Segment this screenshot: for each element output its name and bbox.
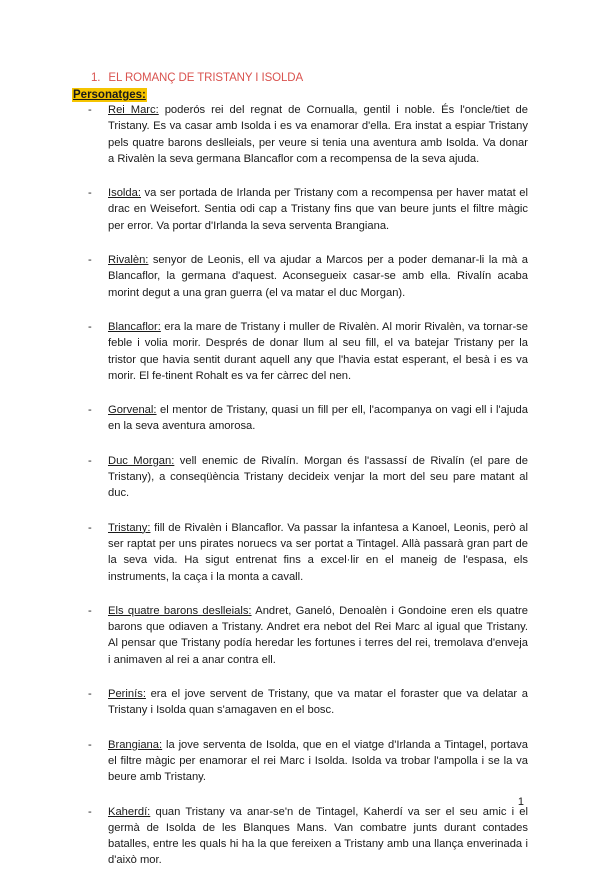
- bullet-dash: -: [88, 688, 92, 701]
- list-item: [88, 319, 528, 384]
- character-description: el mentor de Tristany, quasi un fill per ell, l'acompanya on vagi ell i l'ajuda en la seva aventura amorosa.: [108, 404, 528, 433]
- bullet-dash: -: [88, 254, 92, 267]
- character-description: quan Tristany va anar-se'n de Tintagel, Kaherdí va ser el seu amic i el germà de Isolda de les Blanques Mans. Van combatre junts durant contades batalles, entre les quals hi ha la que fereixen a Tristany amb una llança enverinada i d'això mor.: [108, 805, 528, 867]
- section-label: Personatges:: [73, 89, 146, 101]
- bullet-dash: -: [88, 521, 92, 534]
- bullet-dash: -: [88, 454, 92, 467]
- character-list: [88, 102, 528, 869]
- character-description: fill de Rivalèn i Blancaflor. Va passar la infantesa a Kanoel, Leonis, però al ser raptat per uns pirates noruecs va ser portat a Tintagel. Allà passarà gran part de la seva vida. Ha sigut entrenat fins a excel·lir en el maneig de l'espasa, els instruments, la caça i la monta a cavall.: [108, 521, 528, 583]
- character-description: era la mare de Tristany i muller de Rivalèn. Al morir Rivalèn, va tornar-se feble i volia morir. Després de donar llum al seu fill, el va batejar Tristany per la tristor que havia sentit durant aquell any que l'havia estat esperant, el besà i es va morir. El fe-tinent Rohalt es va fer càrrec del nen.: [108, 320, 528, 382]
- bullet-dash: -: [88, 104, 92, 116]
- character-name: Tristany:: [108, 521, 151, 534]
- page-number: 1: [517, 796, 524, 808]
- list-item: [88, 603, 528, 668]
- chapter-heading: [91, 72, 303, 84]
- character-name: Els quatre barons deslleials:: [108, 604, 252, 617]
- character-description: la jove serventa de Isolda, que en el viatge d'Irlanda a Tintagel, portava el filtre màgic per enamorar el rei Marc i Isolda. Isolda va trobar l'ampolla i se la va beure amb Tristany.: [108, 738, 528, 784]
- heading-number: 1.: [91, 72, 101, 84]
- character-name: Isolda:: [108, 187, 141, 200]
- character-name: Gorvenal:: [108, 404, 157, 417]
- list-item: [88, 520, 528, 585]
- character-name: Blancaflor:: [108, 320, 161, 333]
- list-item: [88, 686, 528, 719]
- list-item: [88, 102, 528, 167]
- bullet-dash: -: [88, 738, 92, 751]
- character-description: poderós rei del regnat de Cornualla, gentil i noble. És l'oncle/tiet de Tristany. Es va casar amb Isolda i es va enamorar d'ella. Era instat a espiar Tristany pels quatre barons deslleials, per veure si tenia una aventura amb Isolda. Va donar a Rivalèn la seva germana Blancaflor com a recompensa de la seva ajuda.: [108, 104, 528, 165]
- list-item: [88, 453, 528, 502]
- bullet-dash: -: [88, 320, 92, 333]
- character-name: Perinís:: [108, 688, 146, 701]
- character-name: Kaherdí:: [108, 805, 151, 818]
- list-item: [88, 252, 528, 301]
- character-name: Duc Morgan:: [108, 454, 175, 467]
- bullet-dash: -: [88, 404, 92, 417]
- character-description: Andret, Ganeló, Denoalèn i Gondoine eren els quatre barons que odiaven a Tristany. Andret era nebot del Rei Marc al igual que Tristany. Al pensar que Tristany podía heredar les fortunes i terres del rei, tremolava d'enveja i animaven al rei a anar contra ell.: [108, 604, 529, 666]
- bullet-dash: -: [88, 187, 92, 200]
- list-item: [88, 185, 528, 234]
- character-description: senyor de Leonis, ell va ajudar a Marcos per a poder demanar-li la mà a Blancaflor, la germana d'aquest. Aconsegueix casar-se amb ella. Rivalín acaba morint degut a una gran guerra (el va matar el duc Morgan).: [108, 254, 528, 299]
- bullet-dash: -: [88, 604, 92, 617]
- bullet-dash: -: [88, 805, 92, 818]
- character-name: Rivalèn:: [108, 254, 149, 267]
- character-name: Brangiana:: [108, 738, 163, 751]
- heading-title: EL ROMANÇ DE TRISTANY I ISOLDA: [108, 72, 304, 84]
- list-item: [88, 737, 528, 786]
- character-description: va ser portada de Irlanda per Tristany com a recompensa per haver matat el drac en Weisefort. Sentia odi cap a Tristany fins que van beure junts el filtre màgic per error. Va portar d'Irlanda la seva serventa Brangiana.: [108, 187, 528, 232]
- character-description: era el jove servent de Tristany, que va matar el foraster que va delatar a Tristany i Isolda quan s'amagaven en el bosc.: [108, 688, 528, 717]
- character-name: Rei Marc:: [108, 104, 159, 116]
- character-description: vell enemic de Rivalín. Morgan és l'assassí de Rivalín (el pare de Tristany), a conseqüència Tristany decideix venjar la mort del seu pare matant al duc.: [108, 454, 528, 500]
- list-item: [88, 804, 528, 869]
- list-item: [88, 402, 528, 435]
